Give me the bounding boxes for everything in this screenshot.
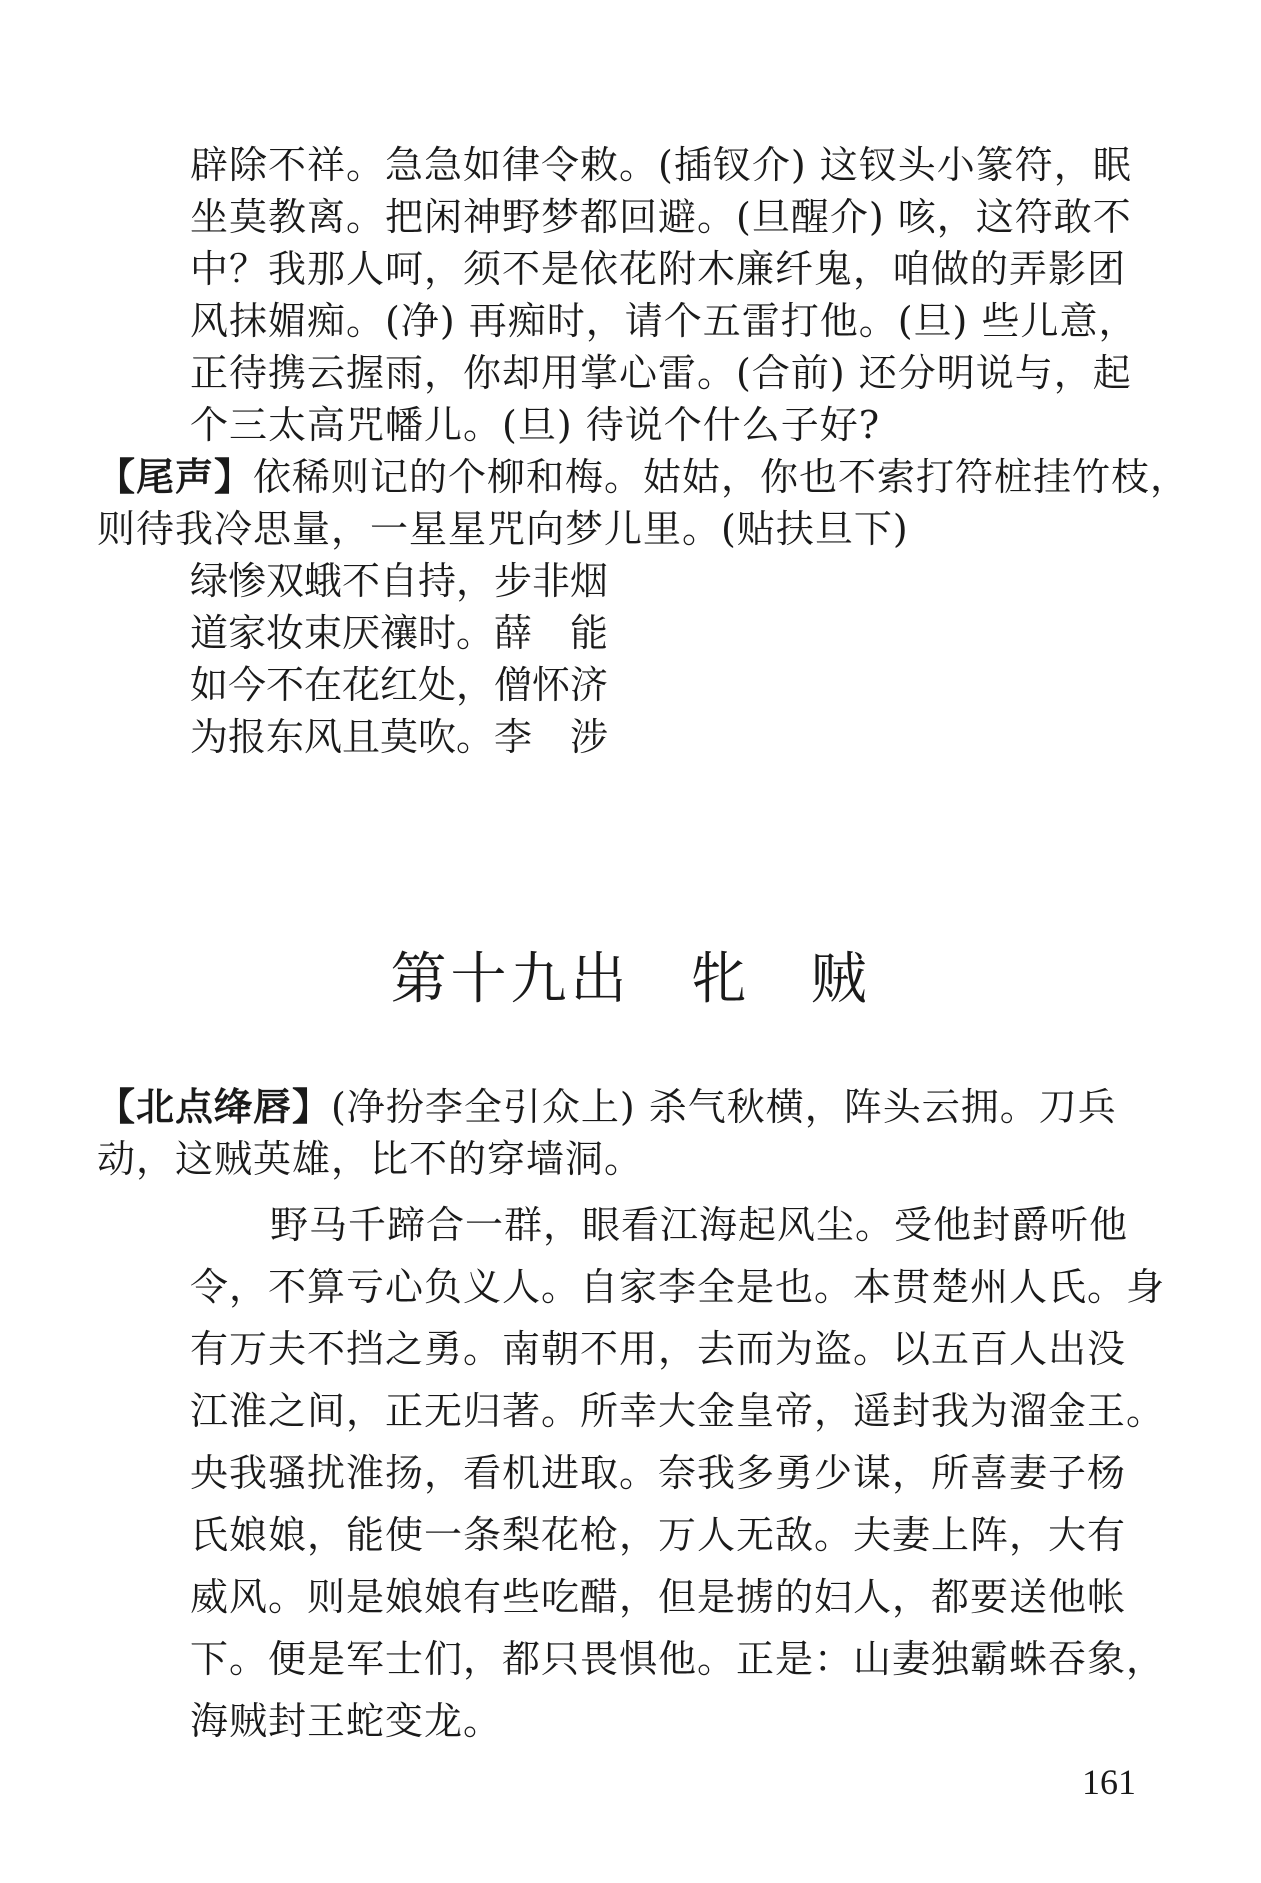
- text-line: 坐莫教离。把闲神野梦都回避。(旦醒介) 咳，这符敢不: [190, 195, 1132, 239]
- paragraph-line: 有万夫不挡之勇。南朝不用，去而为盗。以五百人出没: [190, 1327, 1127, 1371]
- poem-line: 为报东风且莫吹。李 涉: [190, 715, 609, 759]
- chapter-title: 第十九出 牝 贼: [390, 947, 871, 1012]
- poem-line: 道家妆束厌禳时。薛 能: [190, 611, 609, 655]
- poem-line: 如今不在花红处，僧怀济: [190, 663, 609, 707]
- paragraph-line: 令，不算亏心负义人。自家李全是也。本贯楚州人氏。身: [190, 1265, 1166, 1309]
- coda-tag: 【尾声】: [97, 455, 254, 499]
- coda-text: 依稀则记的个柳和梅。姑姑，你也不索打符桩挂竹枝，: [253, 455, 1190, 499]
- text-line: 风抹媚痴。(净) 再痴时，请个五雷打他。(旦) 些儿意，: [190, 299, 1138, 343]
- page-number: 161: [1082, 1762, 1136, 1802]
- text-line: 中？我那人呵，须不是依花附木廉纤鬼，咱做的弄影团: [190, 247, 1127, 291]
- tune-line-2: 动，这贼英雄，比不的穿墙洞。: [97, 1137, 644, 1181]
- paragraph-first-line: 野马千蹄合一群，眼看江海起风尘。受他封爵听他: [270, 1203, 1129, 1247]
- paragraph-line: 江淮之间，正无归著。所幸大金皇帝，遥封我为溜金王。: [190, 1389, 1166, 1433]
- paragraph-line: 海贼封王蛇变龙。: [190, 1699, 503, 1743]
- text-line: 个三太高咒幡儿。(旦) 待说个什么子好?: [190, 403, 881, 447]
- tune-tag: 【北点绛唇】: [97, 1085, 332, 1129]
- paragraph-line: 威风。则是娘娘有些吃醋，但是掳的妇人，都要送他帐: [190, 1575, 1127, 1619]
- tune-line: [97, 1082, 1117, 1132]
- paragraph-line: 央我骚扰淮扬，看机进取。奈我多勇少谋，所喜妻子杨: [190, 1451, 1127, 1495]
- poem-line: 绿惨双蛾不自持，步非烟: [190, 559, 609, 603]
- text-line: 正待携云握雨，你却用掌心雷。(合前) 还分明说与，起: [190, 351, 1132, 395]
- text-line: 辟除不祥。急急如律令敕。(插钗介) 这钗头小篆符，眠: [190, 143, 1132, 187]
- paragraph-line: 下。便是军士们，都只畏惧他。正是：山妻独霸蛛吞象，: [190, 1637, 1166, 1681]
- coda-line: [97, 452, 1189, 502]
- tune-text: (净扮李全引众上) 杀气秋横，阵头云拥。刀兵: [331, 1085, 1117, 1129]
- paragraph-line: 氏娘娘，能使一条梨花枪，万人无敌。夫妻上阵，大有: [190, 1513, 1127, 1557]
- coda-line-2: 则待我冷思量，一星星咒向梦儿里。(贴扶旦下): [97, 507, 909, 551]
